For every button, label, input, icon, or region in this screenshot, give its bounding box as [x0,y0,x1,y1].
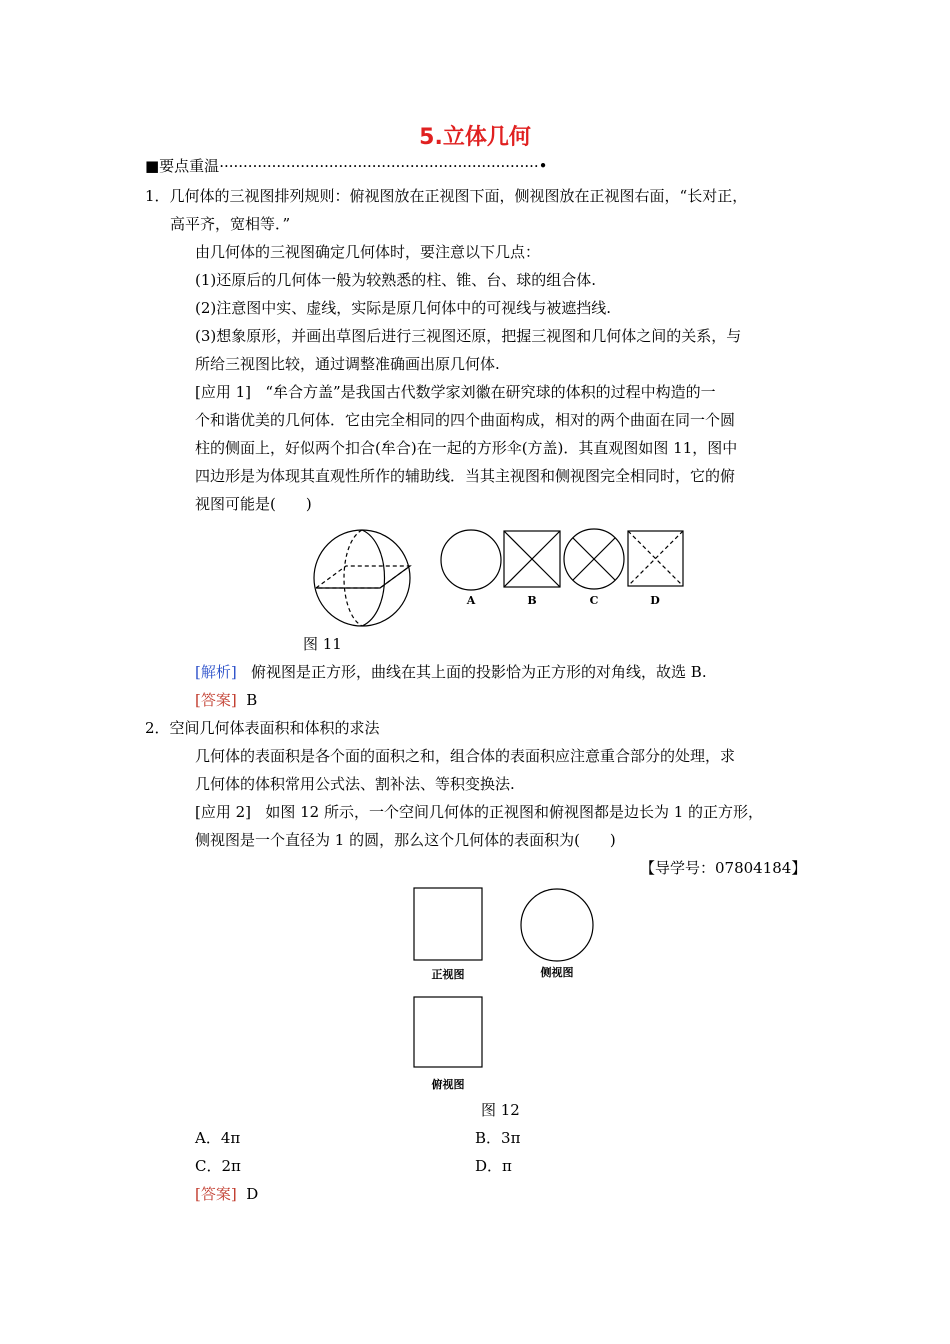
hidden-curve [344,530,362,626]
application1-tag: [应用 1] [195,383,252,401]
option-c-label: C [589,594,599,607]
side-view-circle [521,889,593,961]
application1-text-line1: “牟合方盖”是我国古代数学家刘徽在研究球的体积的过程中构造的一 [265,383,716,401]
section-header-dots: ··································································· [219,157,539,175]
top-view-label: 俯视图 [431,1078,465,1091]
item2-paragraph-line2: 几何体的体积常用公式法、割补法、等积变换法. [195,775,515,793]
answer1-tag: [答案] [195,691,237,709]
top-view-square [414,997,482,1067]
application2-tag: [应用 2] [195,803,252,821]
application2-line1 [195,802,763,822]
answer2-line [195,1184,258,1204]
item1-point1: (1)还原后的几何体一般为较熟悉的柱、锥、台、球的组合体. [195,271,597,289]
choice-a: A．4π [195,1129,241,1147]
option-b [504,531,560,607]
option-c [564,529,624,607]
guide-number: 【导学号：07804184】 [640,859,807,877]
answer2-text: D [246,1185,259,1203]
application1-line4: 四边形是为体现其直观性所作的辅助线．当其主视图和侧视图完全相同时，它的俯 [195,467,736,485]
application1-line3: 柱的侧面上，好似两个扣合(牟合)在一起的方形伞(方盖)．其直观图如图 11，图中 [195,439,738,457]
side-view-label: 侧视图 [540,966,574,979]
analysis-line [195,662,707,682]
option-a-circle [441,530,501,590]
application2-line2: 侧视图是一个直径为 1 的圆，那么这个几何体的表面积为( ) [195,831,616,849]
option-a-label: A [466,594,476,607]
item1-point3-line1: (3)想象原形，并画出草图后进行三视图还原，把握三视图和几何体之间的关系，与 [195,327,742,345]
option-d-label: D [650,594,660,607]
item1-line1: 1．几何体的三视图排列规则：俯视图放在正视图下面，侧视图放在正视图右面，“长对正， [145,187,748,205]
application2-text-line1: 如图 12 所示，一个空间几何体的正视图和俯视图都是边长为 1 的正方形， [265,803,764,821]
answer2-tag: [答案] [195,1185,237,1203]
figure-11-caption: 图 11 [303,635,342,653]
section-header-bullet: • [538,157,548,175]
option-d [628,531,683,607]
answer1-text: B [246,691,258,709]
figure-12-caption: 图 12 [481,1101,520,1119]
item2-paragraph-line1: 几何体的表面积是各个面的面积之和，组合体的表面积应注意重合部分的处理，求 [195,747,736,765]
application1-line2: 个和谐优美的几何体．它由完全相同的四个曲面构成，相对的两个曲面在同一个圆 [195,411,736,429]
application1-line1 [195,382,716,402]
item1-line2: 高平齐，宽相等．” [170,215,291,233]
item2-line1: 2．空间几何体表面积和体积的求法 [145,719,380,737]
section-header [145,156,548,176]
front-view-square [414,888,482,960]
section-header-label: ■要点重温 [145,157,220,175]
figure-12 [400,880,610,1098]
front-view-label: 正视图 [431,968,465,981]
choice-b: B．3π [475,1129,521,1147]
item1-point3-line2: 所给三视图比较，通过调整准确画出原几何体. [195,355,500,373]
sphere-outline [314,530,410,626]
analysis-text: 俯视图是正方形，曲线在其上面的投影恰为正方形的对角线，故选 B. [251,663,707,681]
front-curve [362,530,385,626]
item1-line3: 由几何体的三视图确定几何体时，要注意以下几点： [195,243,541,261]
analysis-tag: [解析] [195,663,237,681]
choice-c: C．2π [195,1157,241,1175]
application1-line5: 视图可能是( ) [195,495,312,513]
option-b-label: B [527,594,537,607]
answer1-line [195,690,257,710]
item1-point2: (2)注意图中实、虚线，实际是原几何体中的可视线与被遮挡线. [195,299,612,317]
choice-d: D．π [475,1157,512,1175]
mouhe-fanggai-drawing [314,530,410,626]
figure-11 [310,518,700,630]
option-a [441,530,501,607]
page-title: 5.立体几何 [419,125,531,150]
